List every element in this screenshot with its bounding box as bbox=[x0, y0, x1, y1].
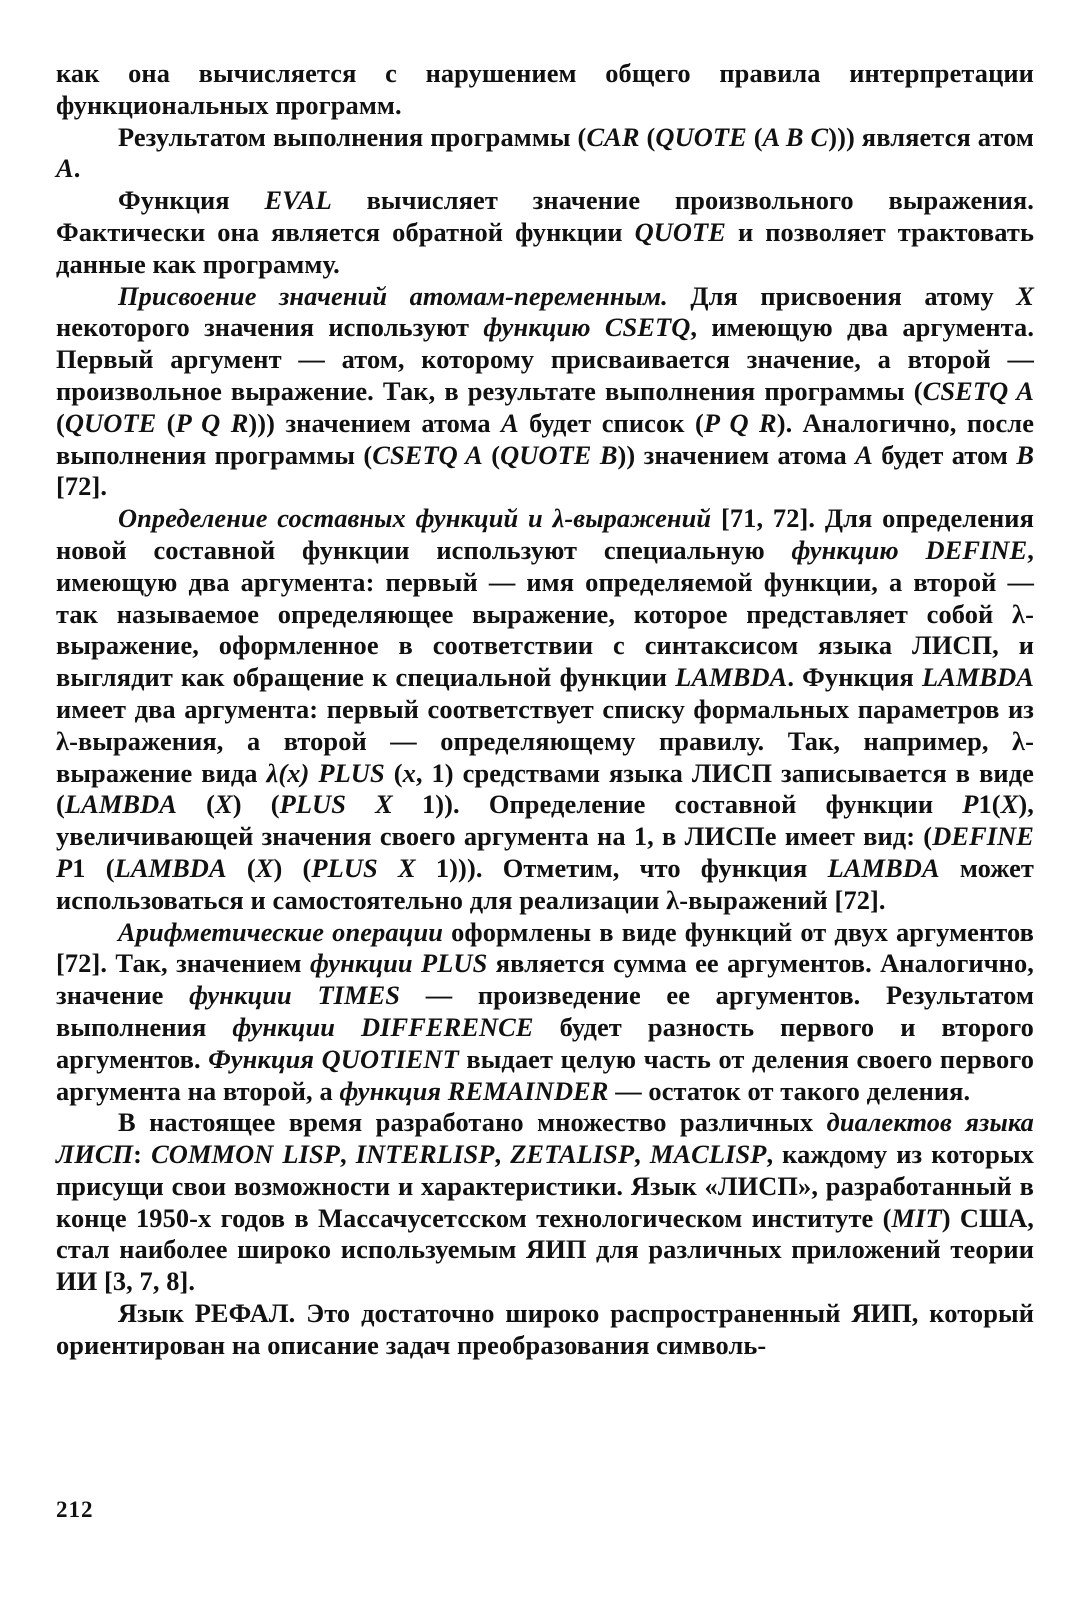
italic-run: QUOTE B bbox=[500, 439, 618, 470]
italic-run: X bbox=[214, 789, 233, 820]
text-run: , bbox=[340, 1139, 356, 1170]
text-run: , каждому из которых присущи свои возможности и характеристики. Язык «ЛИСП», разработанный в конце 1950-х годов в Массачусетсском технологическом институте ( bbox=[56, 1139, 1034, 1233]
text-run: , bbox=[634, 1139, 650, 1170]
text-run: — произведение ее аргументов. Результатом выполнения bbox=[56, 980, 1035, 1042]
italic-run: P bbox=[962, 789, 979, 820]
italic-run: A bbox=[501, 407, 519, 438]
text-run: ( bbox=[176, 789, 215, 820]
text-run: как она вычисляется с нарушением общего правила интерпретации функциональных программ. bbox=[56, 58, 1034, 120]
text-run: Результатом выполнения программы ( bbox=[118, 121, 587, 152]
italic-run: Присвоение значений атомам-переменным. bbox=[118, 280, 668, 311]
italic-run: X bbox=[1000, 789, 1019, 820]
italic-run: QUOTE bbox=[634, 216, 726, 247]
italic-run: COMMON LISP bbox=[151, 1139, 340, 1170]
italic-run: LAMBDA bbox=[114, 852, 227, 883]
italic-run: Функция QUOTIENT bbox=[208, 1043, 459, 1074]
italic-run: Арифметические операции bbox=[118, 916, 443, 947]
italic-run: ZETALISP bbox=[510, 1139, 635, 1170]
italic-run: Определение составных функций и λ-выражений bbox=[118, 503, 712, 534]
text-run: ))) является атом bbox=[828, 121, 1035, 152]
italic-run: функцию CSETQ bbox=[483, 312, 691, 343]
italic-run: A bbox=[855, 439, 873, 470]
text-run: является сумма ее аргументов. Аналогично, значение bbox=[56, 948, 1034, 1011]
italic-run: диалектов языка ЛИСП bbox=[56, 1107, 1034, 1170]
text-run: ( bbox=[482, 439, 501, 470]
paragraph bbox=[56, 1298, 1034, 1362]
text-run: Функция bbox=[118, 185, 265, 216]
text-run: будет разность первого и второго аргументов. bbox=[56, 1011, 1034, 1074]
text-run: — остаток от такого деления. bbox=[608, 1075, 971, 1106]
italic-run: функция REMAINDER bbox=[339, 1075, 609, 1106]
text-run: 1( bbox=[978, 789, 1001, 820]
text-run: 1 ( bbox=[72, 852, 115, 883]
italic-run: P Q R bbox=[175, 407, 249, 438]
italic-run: DEFINE P bbox=[56, 821, 1034, 883]
text-run: , имеющую два аргумента. Первый аргумент — атом, которому присваивается значение, а второй — произвольное выражение. Так, в результате выполнения программы ( bbox=[56, 312, 1035, 406]
italic-run: PLUS X bbox=[279, 789, 393, 820]
text-run: имеет два аргумента: первый соответствует списку формальных параметров из λ-выражения, а второй — определяющему правилу. Так, например, λ-выражение вида bbox=[56, 693, 1034, 788]
text-run: : bbox=[133, 1139, 152, 1170]
paragraph bbox=[56, 1107, 1034, 1298]
italic-run: функции PLUS bbox=[309, 948, 488, 979]
paragraph bbox=[56, 917, 1034, 1108]
text-run: и позволяет трактовать данные как программу. bbox=[56, 216, 1034, 279]
bold-run: Язык РЕФАЛ. bbox=[118, 1298, 296, 1329]
italic-run: INTERLISP bbox=[355, 1139, 495, 1170]
paragraph bbox=[56, 122, 1034, 186]
text-run: ))) значением атома bbox=[248, 407, 502, 438]
text-run: некоторого значения используют bbox=[56, 312, 484, 343]
italic-run: QUOTE bbox=[64, 407, 157, 438]
text-run: ( bbox=[746, 121, 763, 152]
text-run: выдает целую часть от деления своего первого аргумента на второй, а bbox=[56, 1043, 1035, 1106]
text-run: )) значением атома bbox=[617, 439, 856, 470]
text-run: 1))). Отметим, что функция bbox=[415, 852, 828, 883]
italic-run: MACLISP bbox=[649, 1139, 767, 1170]
italic-run: LAMBDA bbox=[64, 789, 177, 820]
text-run: ) США, стал наиболее широко используемым ЯИП для различных приложений теории ИИ [3, 7, 8]. bbox=[56, 1202, 1034, 1297]
text-run: , bbox=[494, 1139, 511, 1170]
body-text bbox=[56, 58, 1034, 1362]
italic-run: EVAL bbox=[264, 185, 332, 216]
text-run: ( bbox=[56, 407, 65, 438]
italic-run: LAMBDA bbox=[921, 662, 1034, 693]
italic-run: X bbox=[1016, 280, 1034, 311]
text-run: , имеющую два аргумента: первый — имя определяемой функции, а второй — так называемое определяющее выражение, которое представляет собой λ-выражение, оформленное в соответствии с синтаксисом языка ЛИСП, и выглядит как обращение к специальной функции bbox=[56, 534, 1034, 693]
text-run: . Функция bbox=[787, 662, 922, 693]
text-run: ( bbox=[639, 121, 656, 152]
italic-run: функции DIFFERENCE bbox=[232, 1011, 534, 1042]
italic-run: X bbox=[255, 852, 274, 883]
italic-run: A B C bbox=[762, 121, 829, 152]
text-run: ) ( bbox=[273, 852, 312, 883]
italic-run: MIT bbox=[891, 1202, 942, 1233]
italic-run: x bbox=[402, 757, 416, 788]
italic-run: CAR bbox=[586, 121, 640, 152]
italic-run: CSETQ A bbox=[922, 375, 1035, 406]
text-run: 1)). Определение составной функции bbox=[392, 789, 963, 820]
text-run: . bbox=[73, 153, 81, 184]
page-number: 212 bbox=[56, 1497, 94, 1522]
text-run: может использоваться и самостоятельно для реализации λ-выражений [72]. bbox=[56, 852, 1034, 915]
italic-run: PLUS X bbox=[311, 852, 416, 883]
italic-run: LAMBDA bbox=[675, 662, 788, 693]
text-run: будет список ( bbox=[518, 407, 704, 438]
paragraph bbox=[56, 281, 1034, 504]
paragraph bbox=[56, 503, 1034, 916]
text-run: [71, 72]. Для определения новой составной функции используют специальную bbox=[56, 503, 1034, 565]
text-run: ) ( bbox=[232, 789, 280, 820]
italic-run: LAMBDA bbox=[827, 852, 940, 883]
italic-run: B bbox=[1016, 439, 1035, 470]
italic-run: λ(x) PLUS bbox=[266, 757, 385, 788]
text-run: вычисляет значение произвольного выражения. Фактически она является обратной функции bbox=[56, 185, 1035, 247]
italic-run: функцию DEFINE bbox=[791, 534, 1028, 565]
text-run: будет атом bbox=[872, 439, 1017, 470]
text-run: ( bbox=[384, 757, 403, 788]
paragraph bbox=[56, 58, 1034, 122]
italic-run: P Q R bbox=[703, 407, 777, 438]
text-run: оформлены в виде функций от двух аргументов [72]. Так, значением bbox=[56, 916, 1034, 979]
text-run: [72]. bbox=[56, 471, 108, 502]
text-run: Для присвоения атому bbox=[667, 280, 1017, 311]
paragraph bbox=[56, 185, 1034, 280]
text-run: ( bbox=[226, 852, 256, 883]
text-run: Это достаточно широко распространенный ЯИП, который ориентирован на описание задач преобразования символь- bbox=[56, 1298, 1035, 1360]
text-run: ). Аналогично, после выполнения программы ( bbox=[56, 407, 1035, 470]
text-run: В настоящее время разработано множество различных bbox=[118, 1107, 827, 1138]
text-run: ), увеличивающей значения своего аргумента на 1, в ЛИСПе имеет вид: ( bbox=[56, 789, 1034, 852]
text-run: ( bbox=[156, 407, 176, 438]
page-body bbox=[56, 58, 1034, 1362]
italic-run: A bbox=[56, 153, 74, 184]
italic-run: CSETQ A bbox=[372, 439, 483, 470]
text-run: , 1) средствами языка ЛИСП записывается в виде ( bbox=[56, 757, 1034, 820]
italic-run: QUOTE bbox=[655, 121, 747, 152]
italic-run: функции TIMES bbox=[189, 980, 401, 1011]
